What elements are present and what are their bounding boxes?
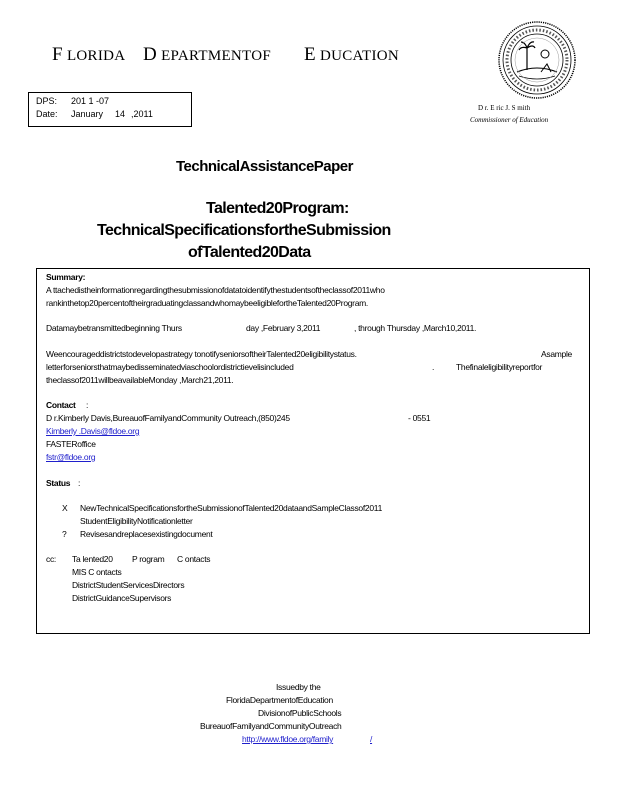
contact-heading: Contact <box>46 400 76 410</box>
status-item-new-line1: NewTechnicalSpecificationsfortheSubmissionofTalented20dataandSampleClassof2011 <box>80 503 383 513</box>
cc-line4: DistrictGuidanceSupervisors <box>72 593 172 603</box>
status-heading: Status <box>46 478 71 488</box>
date-label: Date: <box>36 109 58 119</box>
summary-p2-part3: , through Thursday ,March10,2011. <box>354 323 477 333</box>
cc-line2: MIS C ontacts <box>72 567 122 577</box>
contact-email-faster-link[interactable]: fstr@fldoe.org <box>46 452 96 462</box>
status-mark-new: X <box>62 503 68 513</box>
contact-name: D r.Kimberly Davis,BureauofFamilyandCommunity Outreach,(850)245 <box>46 413 290 423</box>
footer-url-link[interactable]: http://www.fldoe.org/family <box>242 734 334 744</box>
summary-p1-line2: rankinthetop20percentoftheirgraduatingclassandwhomaybeeligiblefortheTalented20Program. <box>46 298 368 308</box>
date-day: 14 <box>115 109 126 119</box>
commissioner-title: Commissioner of Education <box>470 116 549 124</box>
footer-department: FloridaDepartmentofEducation <box>226 695 333 705</box>
summary-p3-line1b: Asample <box>541 349 572 359</box>
summary-p3-line2a: letterforseniorsthatmaybedisseminatedviaschoolordistrictievelisincluded <box>46 362 294 372</box>
status-item-revise: Revisesandreplacesexistingdocument <box>80 529 213 539</box>
florida-state-seal-icon <box>497 20 577 100</box>
cc-line3: DistrictStudentServicesDirectors <box>72 580 185 590</box>
cc-line1-c: C ontacts <box>177 554 211 564</box>
commissioner-name: D r. E ric J. S mith <box>478 104 531 112</box>
footer-url-tail[interactable]: / <box>370 734 373 744</box>
cc-line1-b: P rogram <box>132 554 165 564</box>
summary-p3-line2b: . <box>432 362 435 372</box>
footer-division: DivisionofPublicSchools <box>258 708 342 718</box>
dept-word-department: D EPARTMENTOF <box>143 44 272 65</box>
date-year: ,2011 <box>131 109 153 119</box>
cc-line1-a: Ta lented20 <box>72 554 113 564</box>
main-title-line2: TechnicalSpecificationsfortheSubmission <box>97 222 391 239</box>
dps-value: 201 1 -07 <box>71 96 110 106</box>
main-title-line3: ofTalented20Data <box>188 244 311 261</box>
summary-p1-line1: A ttachedistheinformationregardingthesubmissionofdatatoidentifythestudentsoftheclassof2011who <box>46 285 385 295</box>
summary-p2-part2: day ,February 3,2011 <box>246 323 321 333</box>
summary-p2-part1: Datamaybetransmittedbeginning Thurs <box>46 323 182 333</box>
cc-label: cc: <box>46 554 56 564</box>
dps-info-box <box>28 92 192 127</box>
summary-p3-line1a: Weencourageddistrictstodevelopastrategy tonotifyseniorsoftheirTalented20eligibilitystatus. <box>46 349 357 359</box>
footer-issued-by: Issuedby the <box>276 682 321 692</box>
paper-type-title: TechnicalAssistancePaper <box>176 158 353 175</box>
status-mark-revise: ? <box>62 529 67 539</box>
summary-p3-line3: theclassof2011willbeavailableMonday ,March21,2011. <box>46 375 234 385</box>
main-title-line1: Talented20Program: <box>206 200 349 217</box>
footer-bureau: BureauofFamilyandCommunityOutreach <box>200 721 342 731</box>
status-item-new-line2: StudentEligibilityNotificationletter <box>80 516 193 526</box>
summary-heading: Summary: <box>46 272 86 282</box>
contact-phone-suffix: - 0551 <box>408 413 431 423</box>
dept-word-education: E DUCATION <box>304 44 400 65</box>
summary-p3-line2c: Thefinaleligibilityreportfor <box>456 362 543 372</box>
contact-colon: : <box>86 400 89 410</box>
contact-email-davis-link[interactable]: Kimberly .Davis@fldoe.org <box>46 426 140 436</box>
status-colon: : <box>78 478 81 488</box>
dept-word-florida: F LORIDA <box>52 44 126 65</box>
date-month: January <box>71 109 104 119</box>
contact-office: FASTERoffice <box>46 439 96 449</box>
dps-label: DPS: <box>36 96 58 106</box>
